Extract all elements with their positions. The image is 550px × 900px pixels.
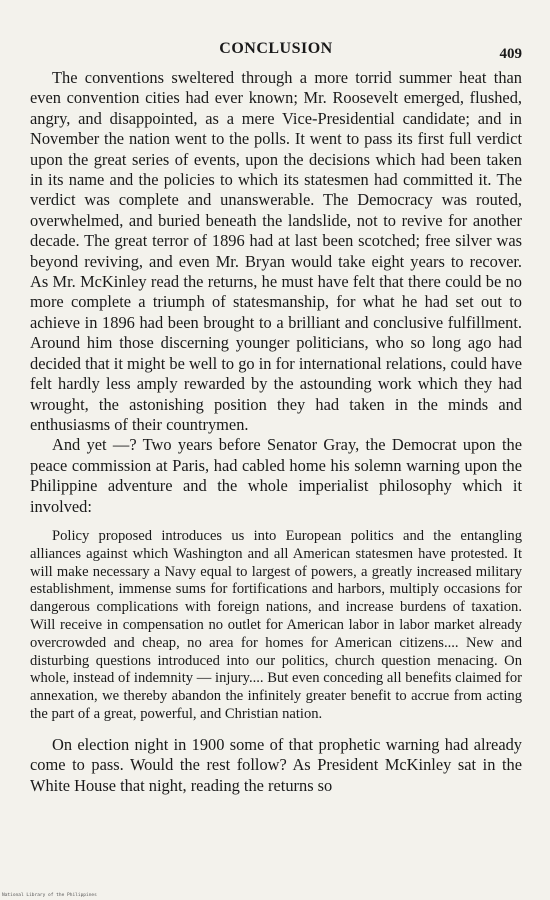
body-paragraph: The conventions sweltered through a more torrid summer heat than even convention cities had ever known; Mr. Roosevelt emerged, flushed, angry, and disappointed, as a mere Vice-Presidential candidate; and in November the nation went to the polls. It went to pass its first full verdict upon the great series of events, upon the decisions which had been taken in its name and the policies to which its statesmen had committed it. The verdict was complete and unanswerable. The Democracy was routed, overwhelmed, and buried beneath the landslide, not to revive for another decade. The great terror of 1896 had at last been scotched; free silver was beyond reviving, and even Mr. Bryan would take eight years to recover. As Mr. McKinley read the returns, he must have felt that there could be no more complete a triumph of statesmanship, for what he had set out to achieve in 1896 had been brought to a brilliant and conclusive fulfillment. Around him those discerning younger politicians, who so long ago had decided that it might be well to go in for international relations, could have felt hardly less amply rewarded by the astounding work which they had wrought, the astonishing position they had taken in the minds and enthusiasms of their countrymen. bbox=[30, 68, 522, 434]
body-paragraph: On election night in 1900 some of that prophetic warning had already come to pass. Would the rest follow? As President McKinley sat in the White House that night, reading the returns so bbox=[30, 734, 522, 795]
page-number: 409 bbox=[499, 46, 522, 62]
scan-footer: National Library of the Philippines bbox=[2, 893, 97, 898]
block-quote: Policy proposed introduces us into European politics and the entangling alliances against which Washington and all American statesmen have protested. It will make necessary a Navy equal to largest of powers, a greatly increased military establishment, immense sums for fortifications and harbors, multiply occasions for dangerous complications with foreign nations, and increase burdens of taxation. Will receive in compensation no outlet for American labor in labor market already overcrowded and cheap, no area for homes for American citizens.... New and disturbing questions introduced into our politics, church question menacing. On whole, instead of indemnity — injury.... But even conceding all benefits claimed for annexation, we thereby abandon the infinitely greater benefit to accrue from acting the part of a great, powerful, and Christian nation. bbox=[30, 527, 522, 722]
page-header bbox=[30, 38, 522, 68]
book-page bbox=[30, 38, 522, 796]
running-head: CONCLUSION bbox=[219, 40, 333, 57]
body-paragraph: And yet —? Two years before Senator Gray, the Democrat upon the peace commission at Paris, had cabled home his solemn warning upon the Philippine adventure and the whole imperialist philosophy which it involved: bbox=[30, 435, 522, 516]
